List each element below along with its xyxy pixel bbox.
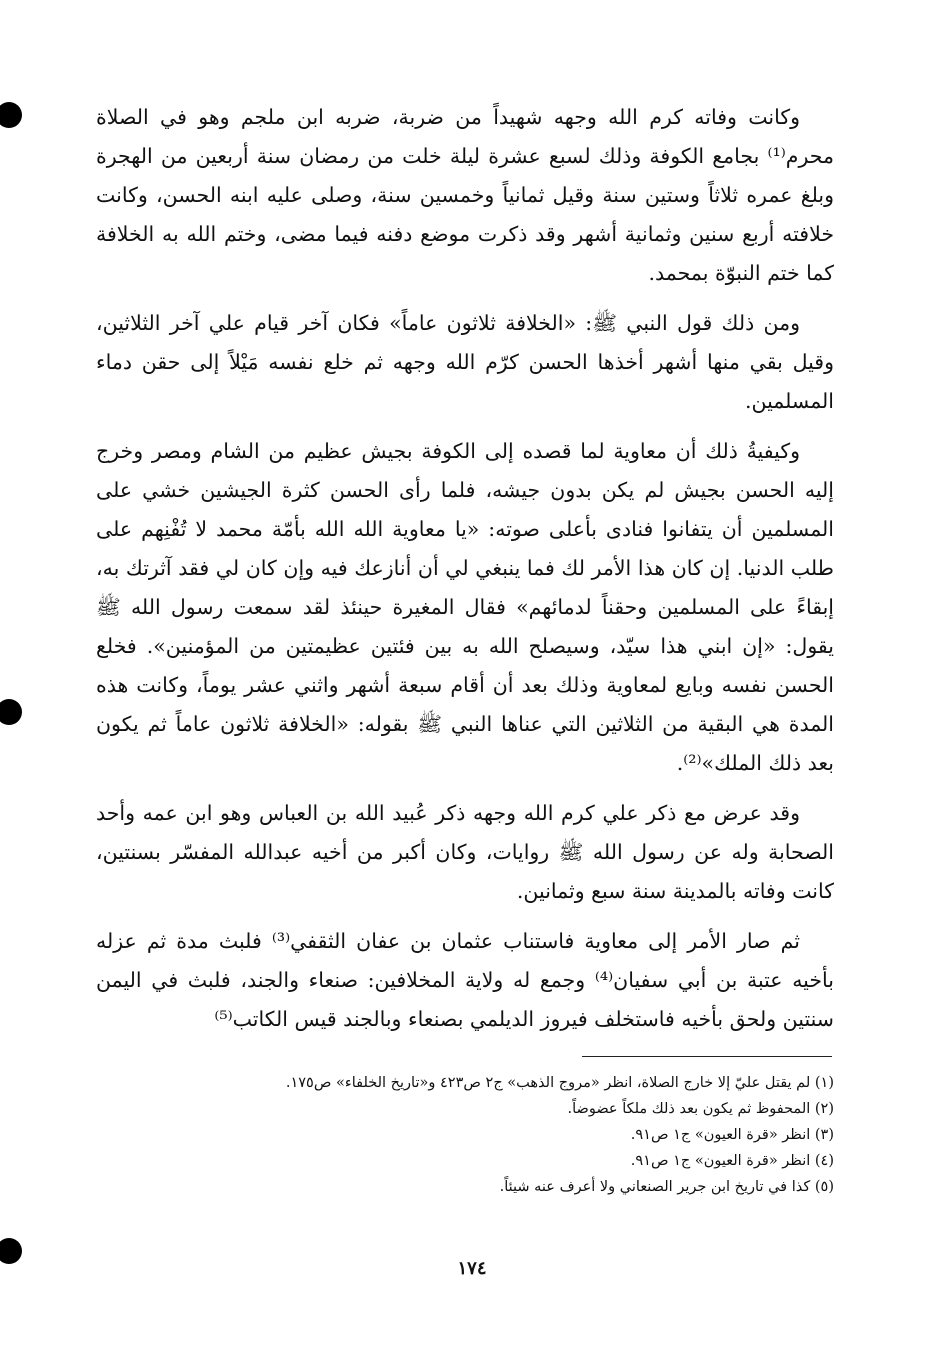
body-text <box>96 98 834 1050</box>
footnote-3: (٣) انظر «قرة العيون» ج١ ص٩١. <box>630 1127 834 1143</box>
punch-hole-middle <box>0 699 22 725</box>
footnote-2: (٢) المحفوظ ثم يكون بعد ذلك ملكاً عضوضاً. <box>567 1101 834 1117</box>
punch-hole-top <box>0 102 22 128</box>
paragraph-3: وكيفيةُ ذلك أن معاوية لما قصده إلى الكوفة بجيش عظيم من الشام ومصر وخرج إليه الحسن بجيش لم يكن بدون جيشه، فلما رأى الحسن كثرة الجيشين خشي على المسلمين أن يتفانوا فنادى بأعلى صوته: «يا معاوية الله الله بأمّة محمد لا تُفْنِهم على طلب الدنيا. إن كان هذا الأمر لك فما ينبغي لي أن أنازعك فيه وإن كان لي فقد آثرتك به، إبقاءً على المسلمين وحقناً لدمائهم» فقال المغيرة حينئذ لقد سمعت رسول الله ﷺ يقول: «إن ابني هذا سيّد، وسيصلح الله به بين فئتين عظيمتين من المؤمنين». فخلع الحسن نفسه وبايع لمعاوية وذلك بعد أن أقام سبعة أشهر واثني عشر يوماً، وكانت هذه المدة هي البقية من الثلاثين التي عناها النبي ﷺ بقوله: «الخلافة ثلاثون عاماً ثم يكون بعد ذلك الملك»⁽²⁾. <box>96 439 834 775</box>
footnote-divider <box>582 1056 832 1057</box>
paragraph-2: ومن ذلك قول النبي ﷺ: «الخلافة ثلاثون عاماً» فكان آخر قيام علي آخر الثلاثين، وقيل بقي منها أشهر أخذها الحسن كرّم الله وجهه ثم خلع نفسه مَيْلاً إلى حقن دماء المسلمين. <box>96 311 834 413</box>
footnotes <box>96 1070 834 1200</box>
paragraph-4: وقد عرض مع ذكر علي كرم الله وجهه ذكر عُبيد الله بن العباس وهو ابن عمه وأحد الصحابة وله عن رسول الله ﷺ روايات، وكان أكبر من أخيه عبدالله المفسّر بسنتين، كانت وفاته بالمدينة سنة سبع وثمانين. <box>96 801 834 903</box>
paragraph-1: وكانت وفاته كرم الله وجهه شهيداً من ضربة، ضربه ابن ملجم وهو في الصلاة محرم⁽¹⁾ بجامع الكوفة وذلك لسبع عشرة ليلة خلت من رمضان سنة أربعين من الهجرة وبلغ عمره ثلاثاً وستين سنة وقيل ثمانياً وخمسين سنة، وصلى عليه ابنه الحسن، وكانت خلافته أربع سنين وثمانية أشهر وقد ذكرت موضع دفنه فيما مضى، وختم الله به الخلافة كما ختم النبوّة بمحمد. <box>96 105 834 285</box>
footnote-5: (٥) كذا في تاريخ ابن جرير الصنعاني ولا أعرف عنه شيئاً. <box>499 1179 834 1195</box>
footnote-1: (١) لم يقتل عليّ إلا خارج الصلاة، انظر «مروج الذهب» ج٢ ص٤٢٣ و«تاريخ الخلفاء» ص١٧٥. <box>285 1075 834 1091</box>
paragraph-5: ثم صار الأمر إلى معاوية فاستناب عثمان بن عفان الثقفي⁽³⁾ فلبث مدة ثم عزله بأخيه عتبة بن أبي سفيان⁽⁴⁾ وجمع له ولاية المخلافين: صنعاء والجند، فلبث في اليمن سنتين ولحق بأخيه فاستخلف فيروز الديلمي بصنعاء وبالجند قيس الكاتب⁽⁵⁾ <box>96 929 834 1031</box>
footnote-4: (٤) انظر «قرة العيون» ج١ ص٩١. <box>630 1153 834 1169</box>
page-number: ١٧٤ <box>457 1258 487 1279</box>
